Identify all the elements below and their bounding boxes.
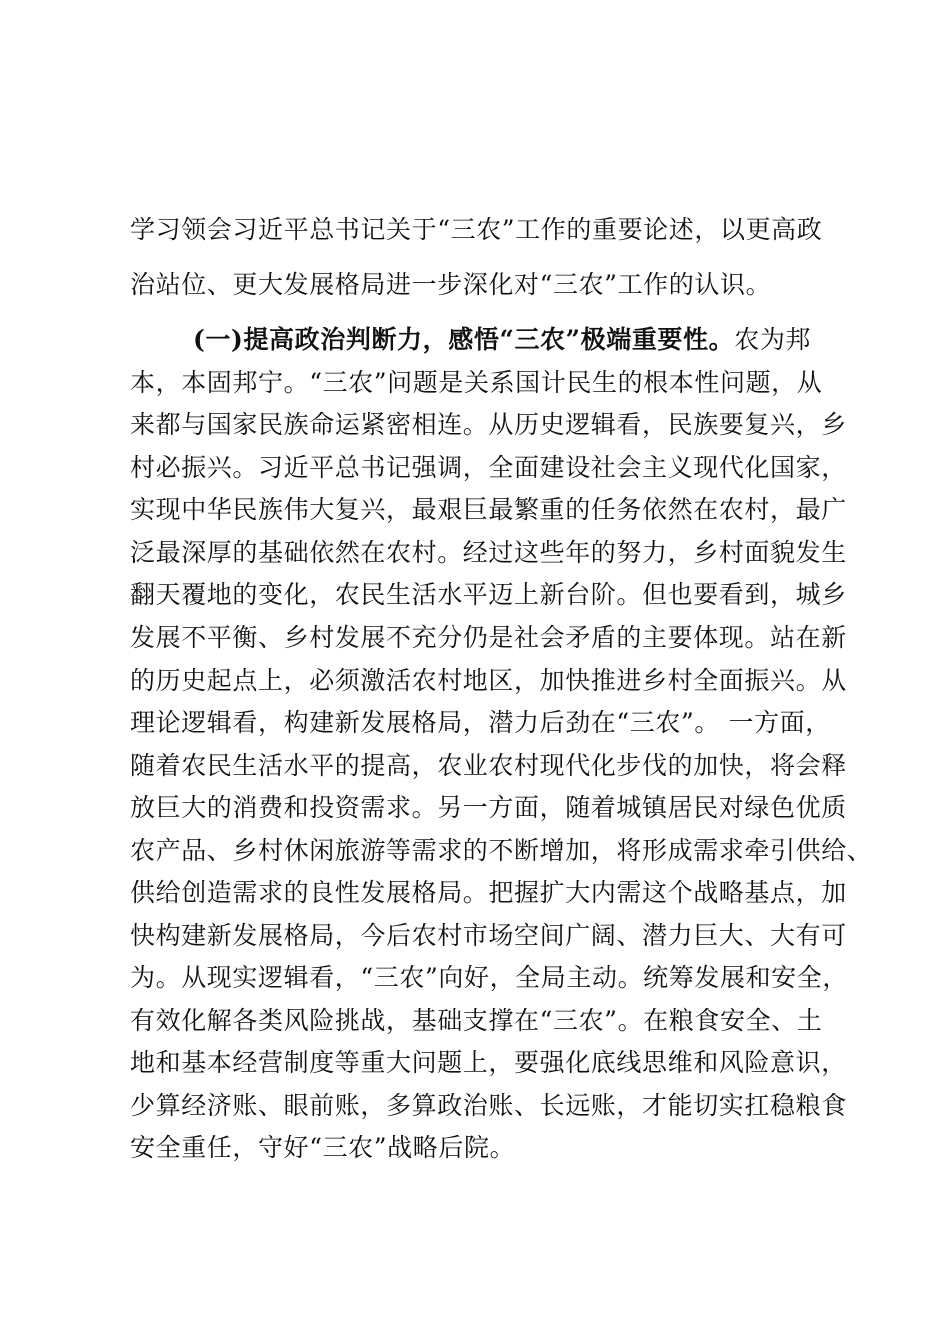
body-line: 少算经济账、眼前账，多算政治账、长远账，才能切实扛稳粮食	[130, 1091, 847, 1120]
body-line: 放巨大的消费和投资需求。另一方面，随着城镇居民对绿色优质	[130, 793, 847, 822]
body-line: 翻天覆地的变化，农民生活水平迈上新台阶。但也要看到，城乡	[130, 580, 847, 609]
body-line: 有效化解各类风险挑战，基础支撑在“三农”。在粮食安全、土	[130, 1006, 823, 1035]
intro-line-1: 学习领会习近平总书记关于“三农”工作的重要论述，以更高政	[130, 215, 823, 244]
body-line: 的历史起点上，必须激活农村地区，加快推进乡村全面振兴。从	[130, 666, 847, 695]
body-line: 安全重任，守好“三农”战略后院。	[130, 1133, 516, 1162]
body-line: 发展不平衡、乡村发展不充分仍是社会矛盾的主要体现。站在新	[130, 623, 847, 652]
body-line: 供给创造需求的良性发展格局。把握扩大内需这个战略基点，加	[130, 878, 847, 907]
body-line: 实现中华民族伟大复兴，最艰巨最繁重的任务依然在农村，最广	[130, 495, 847, 524]
body-line: 农产品、乡村休闲旅游等需求的不断增加，将形成需求牵引供给、	[130, 836, 873, 865]
body-line: 本，本固邦宁。“三农”问题是关系国计民生的根本性问题，从	[130, 368, 823, 397]
section-1-heading: (一)提高政治判断力，感悟“三农”极端重要性。	[193, 325, 735, 354]
body-line: 村必振兴。习近平总书记强调，全面建设社会主义现代化国家，	[130, 453, 847, 482]
body-line: 为。从现实逻辑看，“三农”向好，全局主动。统筹发展和安全，	[130, 963, 848, 992]
body-line: 快构建新发展格局，今后农村市场空间广阔、潜力巨大、大有可	[130, 921, 847, 950]
body-line: 泛最深厚的基础依然在农村。经过这些年的努力，乡村面貌发生	[130, 538, 847, 567]
section-1-first-line-text: 农为邦	[734, 325, 812, 354]
section-1-first-line	[193, 323, 830, 357]
body-line: 来都与国家民族命运紧密相连。从历史逻辑看，民族要复兴，乡	[130, 410, 847, 439]
body-line: 地和基本经营制度等重大问题上，要强化底线思维和风险意识，	[130, 1048, 847, 1077]
intro-line-2: 治站位、更大发展格局进一步深化对“三农”工作的认识。	[130, 270, 772, 299]
body-line: 理论逻辑看，构建新发展格局，潜力后劲在“三农”。 一方面，	[130, 708, 831, 737]
body-line: 随着农民生活水平的提高，农业农村现代化步伐的加快，将会释	[130, 751, 847, 780]
